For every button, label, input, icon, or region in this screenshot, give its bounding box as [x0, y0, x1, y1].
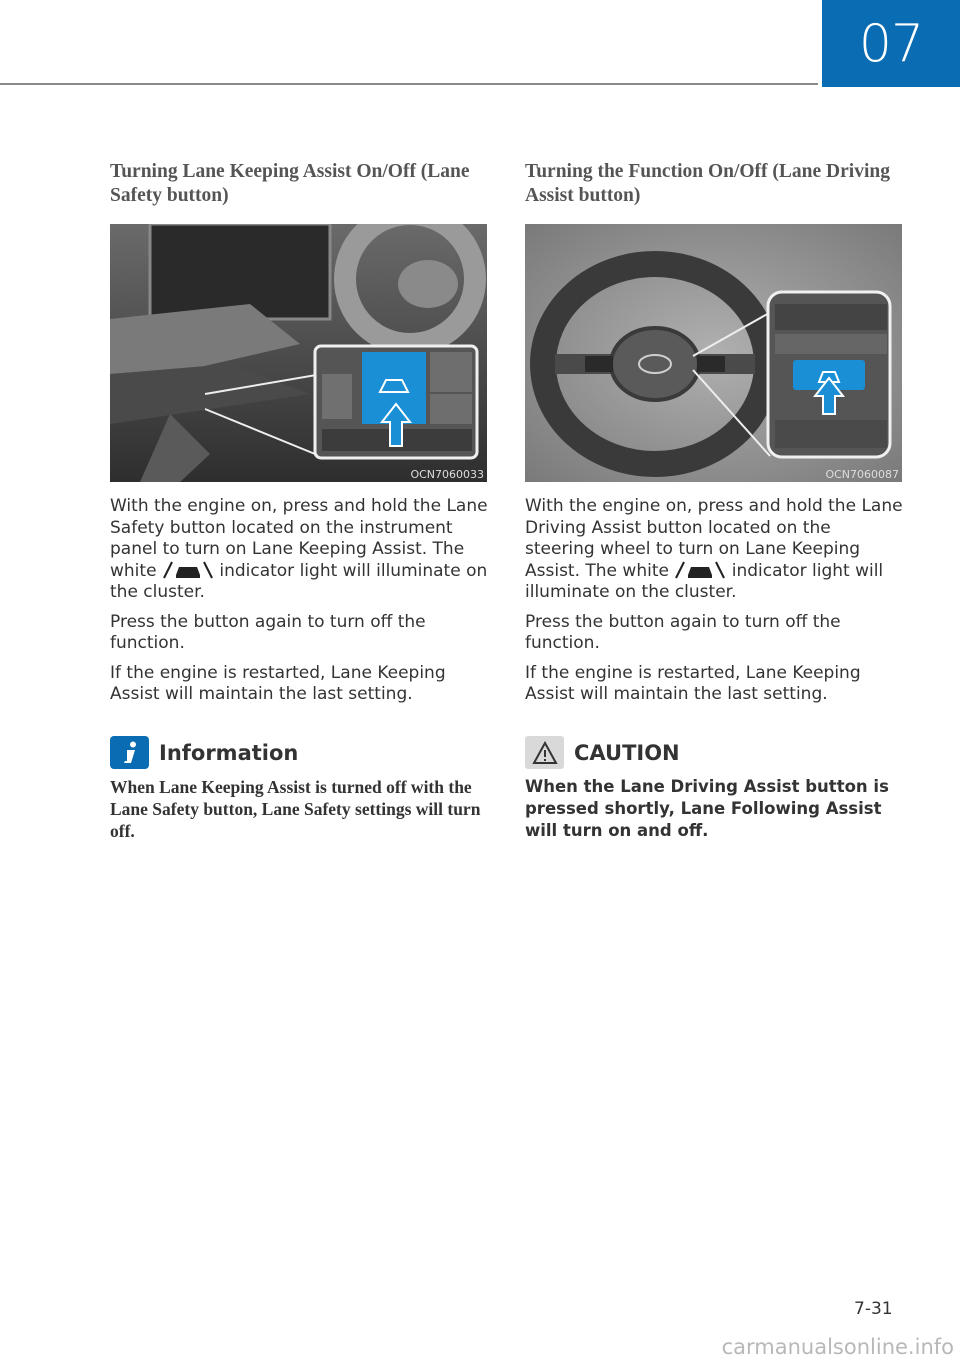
steering-wheel-illustration [525, 224, 902, 482]
left-column [110, 160, 488, 842]
footer-strip [0, 1332, 960, 1362]
lane-keeping-indicator-icon [674, 561, 726, 579]
information-header [110, 736, 488, 770]
left-figure-code: OCN7060033 [410, 468, 484, 481]
left-paragraph-2: Press the button again to turn off the function. [110, 611, 426, 653]
lane-driving-assist-button-figure [525, 224, 902, 482]
caution-body: When the Lane Driving Assist button is pressed shortly, Lane Following Assist will turn on and off. [525, 776, 889, 840]
page-number: 7-31 [854, 1299, 893, 1319]
left-section-title: Turning Lane Keeping Assist On/Off (Lane Safety button) [110, 161, 470, 206]
left-paragraph-3: If the engine is restarted, Lane Keeping Assist will maintain the last setting. [110, 662, 446, 704]
right-paragraph-3: If the engine is restarted, Lane Keeping Assist will maintain the last setting. [525, 662, 861, 704]
chapter-tab: 07 [822, 0, 960, 87]
information-icon [110, 736, 149, 769]
watermark-link[interactable]: carmanualsonline.info [721, 1335, 954, 1359]
lane-safety-button-figure [110, 224, 487, 482]
right-figure-code: OCN7060087 [825, 468, 899, 481]
caution-triangle-icon [525, 736, 564, 769]
right-paragraph-1: With the engine on, press and hold the Lane Driving Assist button located on the steering wheel to turn on Lane Keeping Assist. The white indicator light will illuminate on the cluster. [525, 496, 903, 602]
right-column [525, 160, 903, 842]
left-paragraph-1: With the engine on, press and hold the Lane Safety button located on the instrument panel to turn on Lane Keeping Assist. The white indicator light will illuminate on the cluster. [110, 496, 488, 602]
right-section-title: Turning the Function On/Off (Lane Driving Assist button) [525, 161, 890, 206]
caution-title: CAUTION [574, 740, 680, 765]
header-rule [0, 83, 818, 85]
right-paragraph-2: Press the button again to turn off the function. [525, 611, 841, 653]
information-body: When Lane Keeping Assist is turned off with the Lane Safety button, Lane Safety settings will turn off. [110, 776, 481, 841]
dashboard-illustration [110, 224, 487, 482]
caution-header [525, 736, 903, 770]
lane-keeping-indicator-icon [162, 561, 214, 579]
information-title: Information [159, 740, 299, 765]
